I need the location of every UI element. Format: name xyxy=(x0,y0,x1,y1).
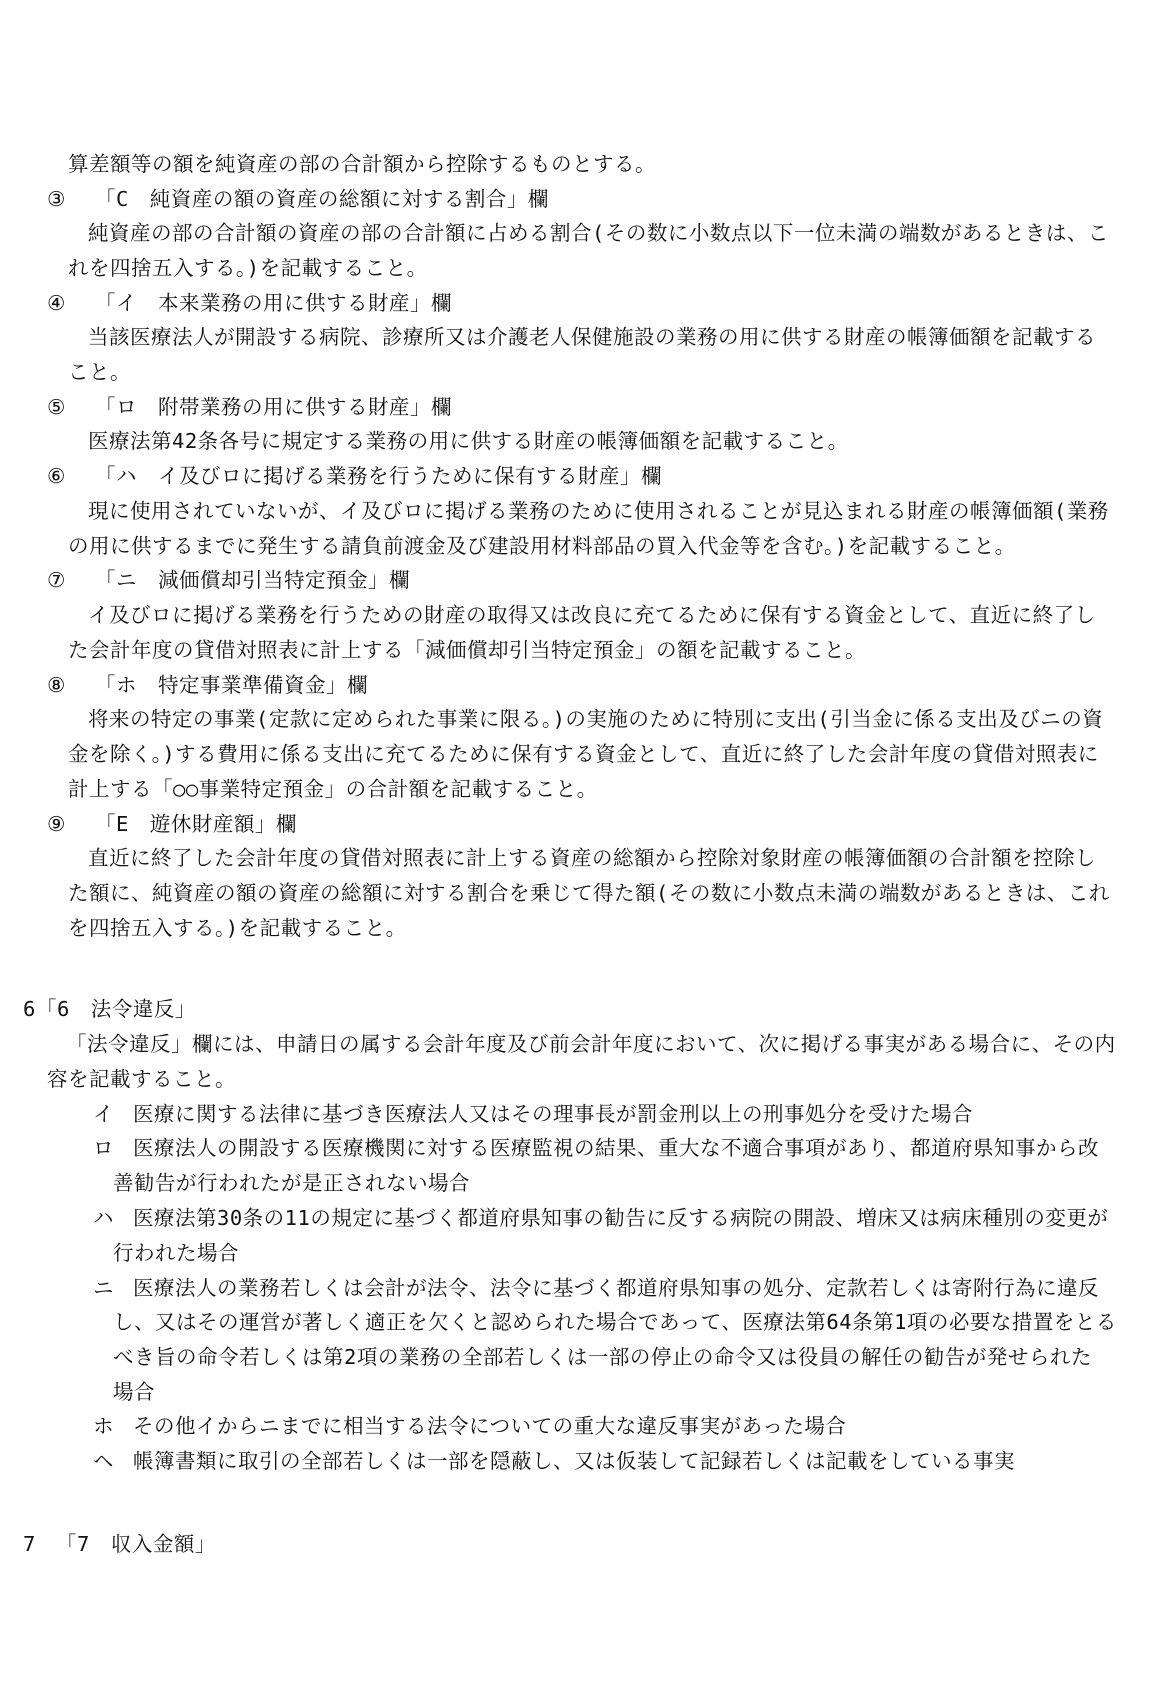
list-marker: ヘ xyxy=(93,1449,114,1473)
list-marker: ハ xyxy=(93,1206,114,1230)
section-intro-line: 容を記載すること。 xyxy=(47,1067,236,1091)
item-number: ⑦ xyxy=(47,568,66,592)
list-item-line: 帳簿書類に取引の全部若しくは一部を隠蔽し、又は仮装して記録若しくは記載をしている事実 xyxy=(133,1449,1015,1473)
item-heading: 「ロ 附帯業務の用に供する財産」欄 xyxy=(95,395,452,419)
item-number: ⑥ xyxy=(47,464,66,488)
item-number: ⑧ xyxy=(47,673,66,697)
item-heading: 「ハ イ及びロに掲げる業務を行うために保有する財産」欄 xyxy=(95,464,662,488)
item-body-line: イ及びロに掲げる業務を行うための財産の取得又は改良に充てるために保有する資金として、直近に終了し xyxy=(88,603,1096,627)
item-body-line: た会計年度の貸借対照表に計上する「減価償却引当特定預金」の額を記載すること。 xyxy=(68,638,866,662)
item-body-line: こと。 xyxy=(68,360,131,384)
list-item-line: 行われた場合 xyxy=(113,1241,239,1265)
list-marker: ホ xyxy=(93,1414,114,1438)
item-body-line: れを四捨五入する。)を記載すること。 xyxy=(68,256,428,280)
item-heading: 「ホ 特定事業準備資金」欄 xyxy=(95,673,368,697)
list-item-line: 善勧告が行われたが是正されない場合 xyxy=(113,1171,470,1195)
item-heading: 「イ 本来業務の用に供する財産」欄 xyxy=(95,291,452,315)
item-body-line: 現に使用されていないが、イ及びロに掲げる業務のために使用されることが見込まれる財産の帳簿価額(業務 xyxy=(88,499,1109,523)
section-number: 6 xyxy=(23,997,36,1021)
list-item-line: 医療に関する法律に基づき医療法人又はその理事長が罰金刑以上の刑事処分を受けた場合 xyxy=(133,1102,973,1126)
item-body-line: を四捨五入する。)を記載すること。 xyxy=(68,916,407,940)
item-heading: 「C 純資産の額の資産の総額に対する割合」欄 xyxy=(95,187,549,211)
item-number: ③ xyxy=(47,187,66,211)
list-marker: ロ xyxy=(93,1136,114,1160)
item-heading: 「E 遊休財産額」欄 xyxy=(95,812,297,836)
item-number: ⑤ xyxy=(47,395,66,419)
list-marker: ニ xyxy=(93,1276,114,1300)
list-item-line: し、又はその運営が著しく適正を欠くと認められた場合であって、医療法第64条第1項の必要な措置をとる xyxy=(113,1310,1117,1334)
list-marker: イ xyxy=(93,1102,114,1126)
item-body-line: 金を除く。)する費用に係る支出に充てるために保有する資金として、直近に終了した会計年度の貸借対照表に xyxy=(68,742,1099,766)
list-item-line: 医療法人の業務若しくは会計が法令、法令に基づく都道府県知事の処分、定款若しくは寄附行為に違反 xyxy=(133,1276,1099,1300)
item-heading: 「ニ 減価償却引当特定預金」欄 xyxy=(95,568,410,592)
section-heading: 「7 収入金額」 xyxy=(56,1532,216,1556)
list-item-line: 医療法人の開設する医療機関に対する医療監視の結果、重大な不適合事項があり、都道府県知事から改 xyxy=(133,1136,1099,1160)
section-number: 7 xyxy=(23,1532,36,1556)
item-body-line: 純資産の部の合計額の資産の部の合計額に占める割合(その数に小数点以下一位未満の端数があるときは、こ xyxy=(88,221,1109,245)
item-body-line: 医療法第42条各号に規定する業務の用に供する財産の帳簿価額を記載すること。 xyxy=(88,429,849,453)
list-item-line: 医療法第30条の11の規定に基づく都道府県知事の勧告に反する病院の開設、増床又は病床種別の変更が xyxy=(133,1206,1109,1230)
list-item-line: べき旨の命令若しくは第2項の業務の全部若しくは一部の停止の命令又は役員の解任の勧告が発せられた xyxy=(113,1345,1092,1369)
item-body-line: 将来の特定の事業(定款に定められた事業に限る。)の実施のために特別に支出(引当金に係る支出及びニの資 xyxy=(88,707,1104,731)
item-body-line: の用に供するまでに発生する請負前渡金及び建設用材料部品の買入代金等を含む。)を記載すること。 xyxy=(68,534,1016,558)
item-number: ④ xyxy=(47,291,66,315)
list-item-line: その他イからニまでに相当する法令についての重大な違反事実があった場合 xyxy=(133,1414,847,1438)
section-intro-line: 「法令違反」欄には、申請日の属する会計年度及び前会計年度において、次に掲げる事実がある場合に、その内 xyxy=(66,1032,1116,1056)
item-body-line: 計上する「○○事業特定預金」の合計額を記載すること。 xyxy=(68,777,598,801)
item-body-line: た額に、純資産の額の資産の総額に対する割合を乗じて得た額(その数に小数点未満の端数があるときは、これ xyxy=(68,881,1110,905)
item-number: ⑨ xyxy=(47,812,66,836)
item-body-line: 直近に終了した会計年度の貸借対照表に計上する資産の総額から控除対象財産の帳簿価額の合計額を控除し xyxy=(88,846,1096,870)
section-heading: 「6 法令違反」 xyxy=(36,997,196,1021)
continued-line: 算差額等の額を純資産の部の合計額から控除するものとする。 xyxy=(68,152,656,176)
list-item-line: 場合 xyxy=(113,1380,155,1404)
item-body-line: 当該医療法人が開設する病院、診療所又は介護老人保健施設の業務の用に供する財産の帳簿価額を記載する xyxy=(88,325,1096,349)
